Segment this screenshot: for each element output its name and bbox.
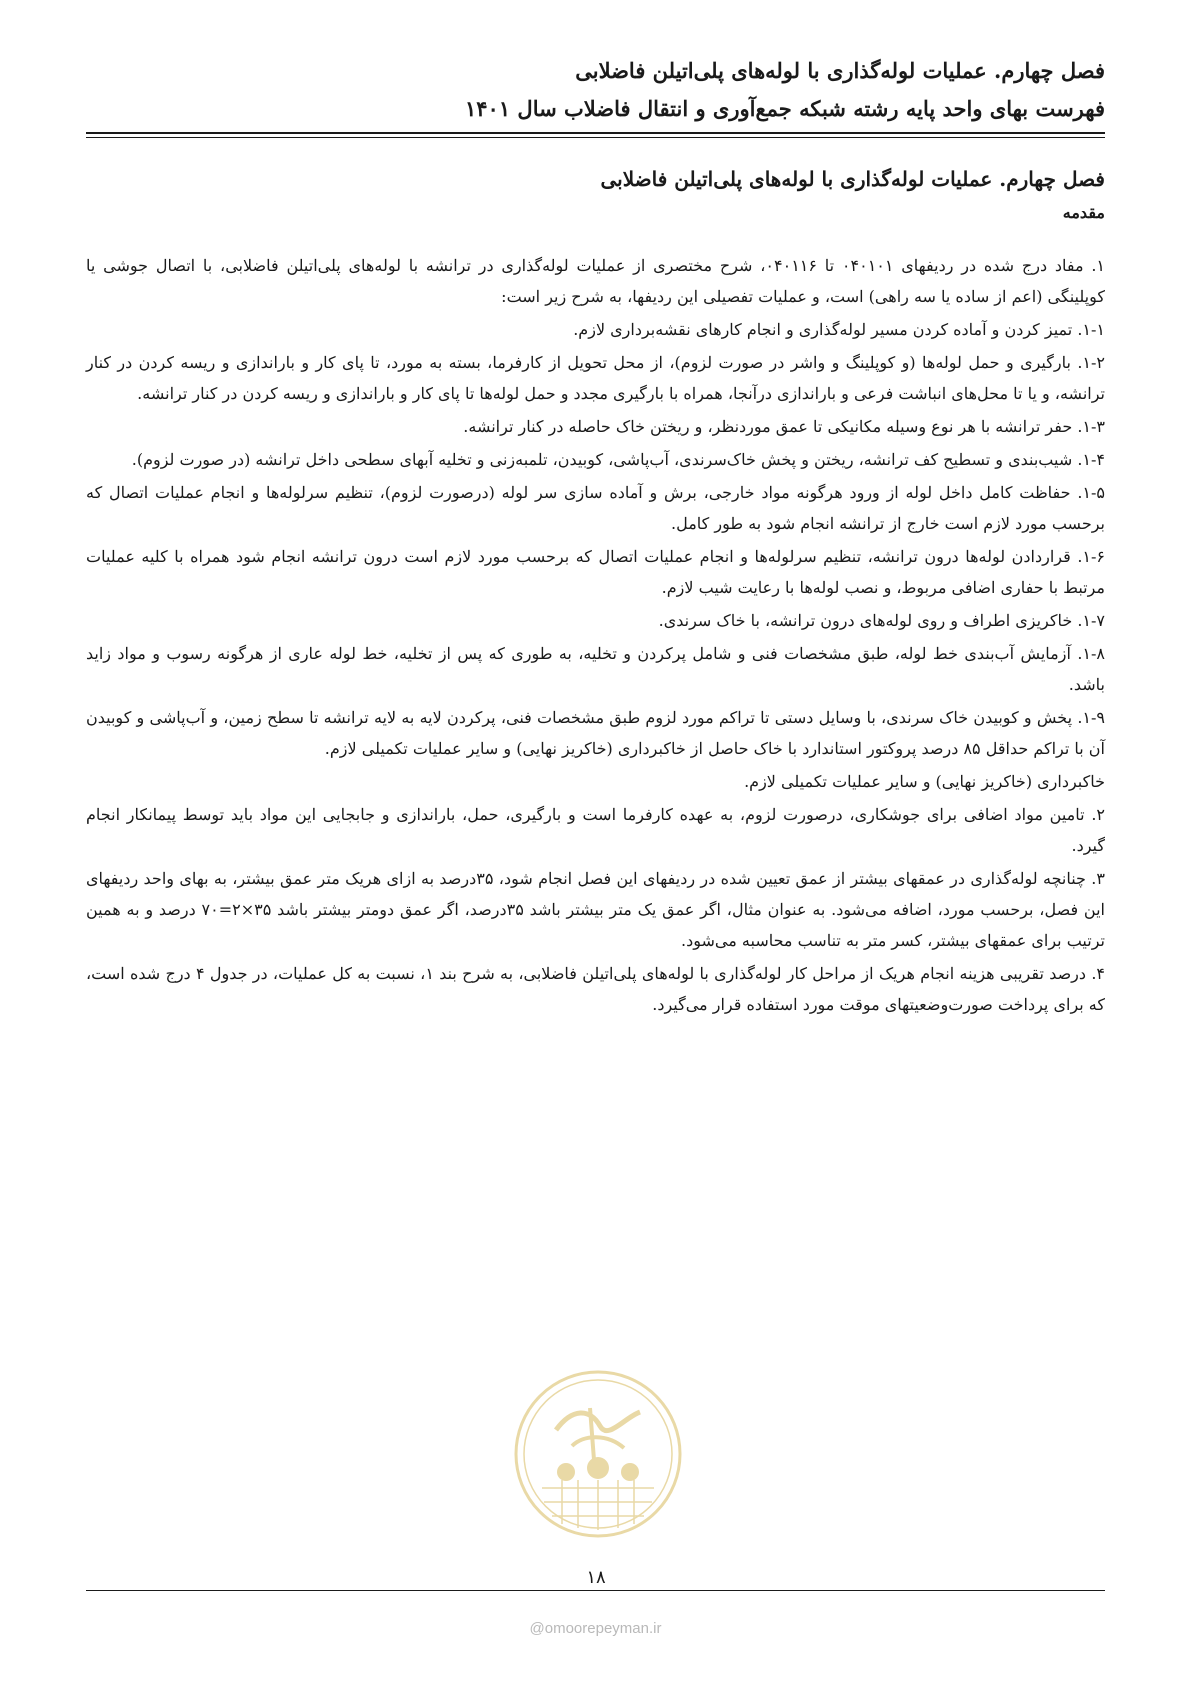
paragraph-1-9-continuation: خاکبرداری (خاکریز نهایی) و سایر عملیات تکمیلی لازم.: [744, 772, 1105, 791]
header-rule-thick: [86, 132, 1105, 134]
watermark-people-icon: [587, 1457, 609, 1479]
header-chapter-title: فصل چهارم. عملیات لوله‌گذاری با لوله‌های پلی‌اتیلن فاضلابی: [575, 58, 1105, 83]
website-watermark: @omoorepeyman.ir: [529, 1620, 662, 1637]
page-content: [86, 160, 1105, 1022]
watermark-grid: [542, 1480, 654, 1530]
footer-rule: [86, 1590, 1105, 1591]
header-document-title: فهرست بهای واحد پایه رشته شبکه جمع‌آوری و انتقال فاضلاب سال ۱۴۰۱: [465, 96, 1105, 121]
paragraph-2: ۲. تامین مواد اضافی برای جوشکاری، درصورت لزوم، به عهده کارفرما است و بارگیری، حمل، باراندازی و جابجایی این مواد باید توسط پیمانکار انجام گیرد.: [86, 805, 1105, 855]
paragraph-3: ۳. چنانچه لوله‌گذاری در عمقهای بیشتر از عمق تعیین شده در ردیفهای این فصل انجام شود، ۳۵درصد به ازای هریک متر عمق بیشتر، به بهای واحد ردیفهای این فصل، برحسب مورد، اضافه می‌شود. به عنوان مثال، اگر عمق یک متر بیشتر باشد ۳۵درصد، اگر عمق دومتر بیشتر باشد ۳۵×۲=۷۰ درصد و به همین ترتیب برای عمقهای بیشتر، کسر متر به تناسب محاسبه می‌شود.: [86, 869, 1105, 950]
paragraph-1-8: ۱-۸. آزمایش آب‌بندی خط لوله، طبق مشخصات فنی و شامل پرکردن و تخلیه، به طوری که پس از تخلیه، خط لوله عاری از هرگونه رسوب و مواد زاید باشد.: [86, 644, 1105, 694]
watermark-calligraphy: [556, 1412, 640, 1431]
paragraph-1-6: ۱-۶. قراردادن لوله‌ها درون ترانشه، تنظیم سرلوله‌ها و انجام عملیات اتصال که برحسب مورد لازم است درون ترانشه انجام شود همراه با کلیه عملیات مرتبط با حفاری اضافی مربوط، و نصب لوله‌ها با رعایت شیب لازم.: [86, 547, 1105, 597]
paragraph-1-4: ۱-۴. شیب‌بندی و تسطیح کف ترانشه، ریختن و پخش خاک‌سرندی، آب‌پاشی، کوبیدن، تلمبه‌زنی و تخلیه آبهای سطحی داخل ترانشه (در صورت لزوم).: [131, 450, 1105, 469]
paragraph-1-2: ۱-۲. بارگیری و حمل لوله‌ها (و کوپلینگ و واشر در صورت لزوم)، از محل تحویل از کارفرما، بسته به مورد، تا پای کار و باراندازی و ریسه کردن در کنار ترانشه، و یا تا محل‌های انباشت فرعی و باراندازی درآنجا، همراه با بارگیری مجدد و حمل لوله‌ها تا پای کار و باراندازی و ریسه کردن در کنار ترانشه.: [86, 353, 1105, 403]
watermark-logo: [512, 1368, 684, 1540]
paragraph-1-9: ۱-۹. پخش و کوبیدن خاک سرندی، با وسایل دستی تا تراکم مورد لزوم طبق مشخصات فنی، پرکردن لایه به لایه ترانشه تا سطح زمین، و آب‌پاشی و کوبیدن آن با تراکم حداقل ۸۵ درصد پروکتور استاندارد با خاک حاصل از خاکبرداری (خاکریز نهایی) و سایر عملیات تکمیلی لازم.: [86, 708, 1105, 758]
paragraph-1-3: ۱-۳. حفر ترانشه با هر نوع وسیله مکانیکی تا عمق موردنظر، و ریختن خاک حاصله در کنار ترانشه.: [463, 417, 1105, 436]
chapter-title: فصل چهارم. عملیات لوله‌گذاری با لوله‌های پلی‌اتیلن فاضلابی: [600, 167, 1105, 191]
intro-heading: مقدمه: [1062, 203, 1105, 222]
paragraph-1-1: ۱-۱. تمیز کردن و آماده کردن مسیر لوله‌گذاری و انجام کارهای نقشه‌برداری لازم.: [573, 320, 1105, 339]
page-number: ۱۸: [560, 1567, 632, 1589]
paragraph-1: ۱. مفاد درج شده در ردیفهای ۰۴۰۱۰۱ تا ۰۴۰۱۱۶، شرح مختصری از عملیات لوله‌گذاری در ترانشه با لوله‌های پلی‌اتیلن فاضلابی، با اتصال جوشی یا کوپلینگی (اعم از ساده یا سه راهی) است، و عملیات تفصیلی این ردیفها، به شرح زیر است:: [86, 256, 1106, 306]
page-header: [86, 52, 1105, 128]
watermark-scale-icon: [557, 1463, 575, 1481]
watermark-gear-icon: [621, 1463, 639, 1481]
paragraph-4: ۴. درصد تقریبی هزینه انجام هریک از مراحل کار لوله‌گذاری با لوله‌های پلی‌اتیلن فاضلابی، به شرح بند ۱، نسبت به کل عملیات، در جدول ۴ درج شده است، که برای پرداخت صورت‌وضعیتهای موقت مورد استفاده قرار می‌گیرد.: [86, 964, 1105, 1014]
header-rule-thin: [86, 137, 1105, 138]
paragraph-1-5: ۱-۵. حفاظت کامل داخل لوله از ورود هرگونه مواد خارجی، برش و آماده سازی سر لوله (درصورت لزوم)، تنظیم سرلوله‌ها و انجام عملیات اتصال که برحسب مورد لازم است خارج از ترانشه انجام شود به طور کامل.: [86, 483, 1105, 533]
paragraph-1-7: ۱-۷. خاکریزی اطراف و روی لوله‌های درون ترانشه، با خاک سرندی.: [658, 611, 1105, 630]
